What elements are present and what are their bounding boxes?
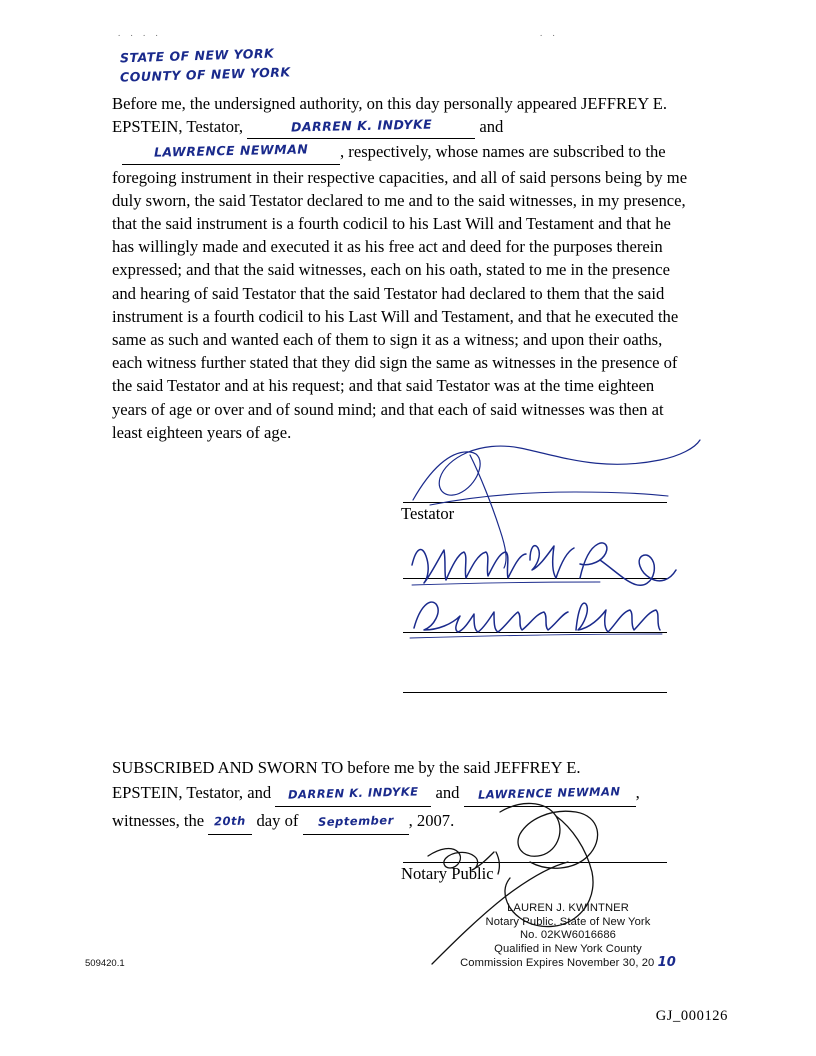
jurat-line-3-mid: day of xyxy=(256,811,299,830)
jurat-line-3-suffix: , 2007. xyxy=(408,811,455,830)
bates-number: GJ_000126 xyxy=(655,1008,728,1024)
stray-mark-right: . . xyxy=(540,28,559,38)
notary-stamp-title: Notary Public, State of New York xyxy=(485,915,651,928)
jurat-witness-2-handwritten: LAWRENCE NEWMAN xyxy=(478,784,622,802)
witness-1-signature-line xyxy=(403,578,667,579)
jurat-month-handwritten: September xyxy=(317,813,394,829)
testator-signature-line xyxy=(403,502,667,503)
jurat-month-fill-line xyxy=(303,807,409,835)
jurat-witness-1-handwritten: DARREN K. INDYKE xyxy=(287,784,419,802)
witness-2-fill-line xyxy=(122,139,340,164)
notary-stamp-expiry-year-handwritten: 10 xyxy=(657,955,676,971)
attestation-testator-line: JEFFREY E. EPSTEIN, Testator, xyxy=(112,94,668,137)
jurat-block xyxy=(112,755,712,836)
jurat-day-handwritten: 20th xyxy=(214,813,247,829)
jurat-line-2-suffix: , xyxy=(635,783,640,802)
notary-stamp-expiry-line xyxy=(438,956,698,971)
stray-mark-left: . . . . xyxy=(118,28,162,38)
notary-stamp-number: No. 02KW6016686 xyxy=(519,929,617,942)
signature-block xyxy=(0,430,816,720)
jurat-conjunction: and xyxy=(435,783,460,802)
attestation-text xyxy=(112,92,688,444)
jurat-line-2 xyxy=(112,780,712,808)
notary-stamp-expiry: Commission Expires November 30, 20 xyxy=(460,957,655,970)
notary-signature-line xyxy=(403,862,667,863)
witness-3-signature-line xyxy=(403,692,667,693)
witness-1-fill-line xyxy=(247,114,475,139)
jurat-line-2-prefix: EPSTEIN, Testator, and xyxy=(112,783,272,802)
attestation-lead-in: Before me, the undersigned authority, on this day personally appeared xyxy=(112,94,577,113)
jurat-witness-2-fill-line xyxy=(464,779,636,807)
notary-stamp-name: LAUREN J. KWINTNER xyxy=(507,902,629,914)
document-code: 509420.1 xyxy=(85,958,125,969)
witness-1-handwritten: DARREN K. INDYKE xyxy=(290,116,432,135)
venue-county-line xyxy=(120,65,291,84)
notary-label: Notary Public xyxy=(401,864,494,883)
notary-stamp xyxy=(438,902,698,971)
jurat-witness-1-fill-line xyxy=(275,779,431,807)
venue-block xyxy=(120,46,291,84)
venue-county-text: COUNTY OF NEW YORK xyxy=(119,64,291,85)
testator-label: Testator xyxy=(401,504,455,523)
jurat-line-1: SUBSCRIBED AND SWORN TO before me by the said JEFFREY E. xyxy=(112,758,581,777)
witness-2-signature-line xyxy=(403,632,667,633)
attestation-body: , respectively, whose names are subscribed to the foregoing instrument in their respective capacities, and all of said persons being by me duly sworn, the said Testator declared to me and to the said witnesses, in my presence, that the said instrument is a fourth codicil to his Last Will and Testament and that he has willingly made and executed it as his free act and deed for the purposes therein expressed; and that the said witnesses, each on his oath, stated to me in the presence and hearing of said Testator that the said Testator had declared to them that the said instrument is a fourth codicil to his Last Will and Testament, and that he executed the same as such and wanted each of them to sign it as a witness; and upon their oaths, each witness further stated that they did sign the same as witnesses in the presence of the said Testator and at his request; and that said Testator was at the time eighteen years of age or over and of sound mind; and that each of said witnesses was then at least eighteen years of age. xyxy=(112,142,688,442)
witness-2-handwritten: LAWRENCE NEWMAN xyxy=(153,141,309,161)
jurat-day-fill-line xyxy=(208,807,252,835)
venue-state-text: STATE OF NEW YORK xyxy=(119,45,275,66)
jurat-line-3 xyxy=(112,808,712,836)
notary-signature-word-2 xyxy=(496,852,499,874)
attestation-paragraph xyxy=(112,92,688,444)
notary-stamp-qualified: Qualified in New York County xyxy=(494,942,642,955)
jurat-line-3-prefix: witnesses, the xyxy=(112,811,205,830)
attestation-conjunction: and xyxy=(479,117,504,137)
